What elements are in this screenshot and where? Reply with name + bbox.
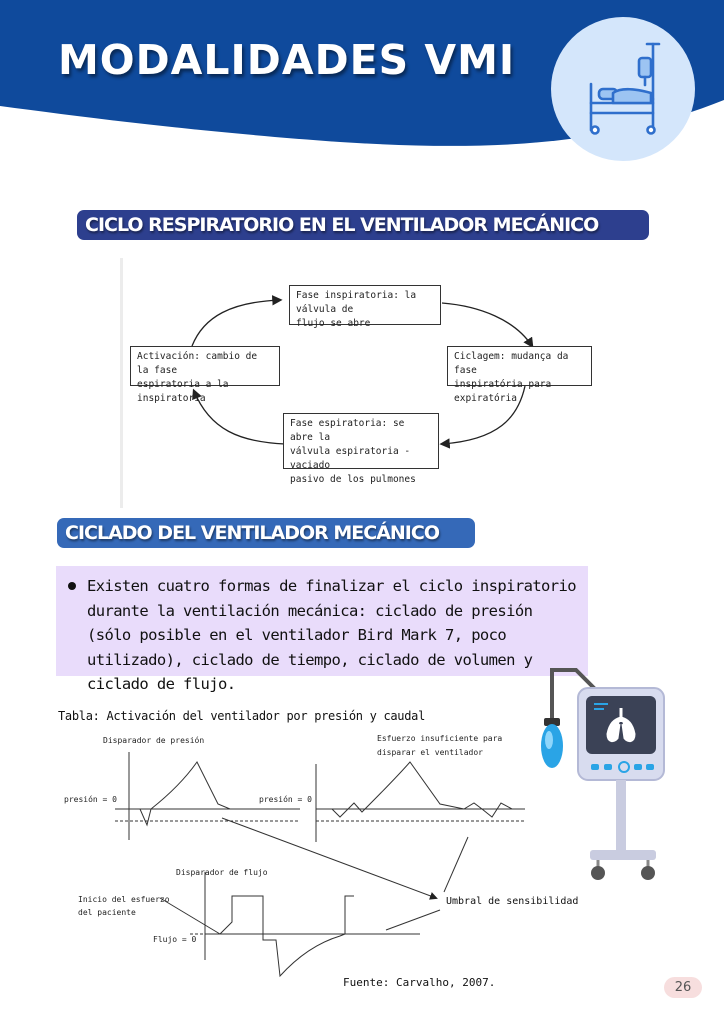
cycle-box-cycling: Ciclagem: mudança da fase inspiratória para expiratória [447,346,592,386]
flow-trigger-title: Disparador de flujo [176,868,268,877]
cycle-box-inspiration: Fase inspiratoria: la válvula de flujo se abre [289,285,441,325]
section-title-cycle: CICLO RESPIRATORIO EN EL VENTILADOR MECÁNICO [77,210,649,240]
flow-zero-label: Flujo = 0 [153,935,197,944]
bullet-callout [56,566,588,693]
bullet-dot [68,582,76,590]
cycle-box-activation: Activación: cambio de la fase espiratoria a la inspiratoria [130,346,280,386]
insufficient-effort-label-2: disparar el ventilador [377,748,483,757]
mechanical-ventilator-icon [538,660,668,885]
pressure-zero-label: presión = 0 [64,795,117,804]
threshold-label: Umbral de sensibilidad [446,896,579,907]
cycle-diagram [120,258,569,508]
hospital-bed-iv-icon [551,17,695,161]
page-title: MODALIDADES VMI [58,36,516,84]
effort-start-label-2: del paciente [78,908,136,917]
pressure-trigger-title: Disparador de presión [103,736,205,745]
figure-source: Fuente: Carvalho, 2007. [343,976,496,989]
effort-start-label-1: Inicio del esfuerzo [78,895,170,904]
section-title-cycling: CICLADO DEL VENTILADOR MECÁNICO [57,518,475,548]
figure-caption: Tabla: Activación del ventilador por presión y caudal [58,709,426,723]
bullet-text: Existen cuatro formas de finalizar el ciclo inspiratorio durante la ventilación mecánica: ciclado de presión (sólo posible en el ventilador Bird Mark 7, poco utilizado), ciclado de tiempo, ciclado de volumen y ciclado de flujo. [87,577,576,693]
pressure-zero-label-2: presión = 0 [259,795,312,804]
insufficient-effort-label-1: Esfuerzo insuficiente para [377,734,503,743]
page-number: 26 [664,977,702,998]
cycle-box-expiration: Fase espiratoria: se abre la válvula espiratoria - vaciado pasivo de los pulmones [283,413,439,469]
header-badge [551,17,695,161]
